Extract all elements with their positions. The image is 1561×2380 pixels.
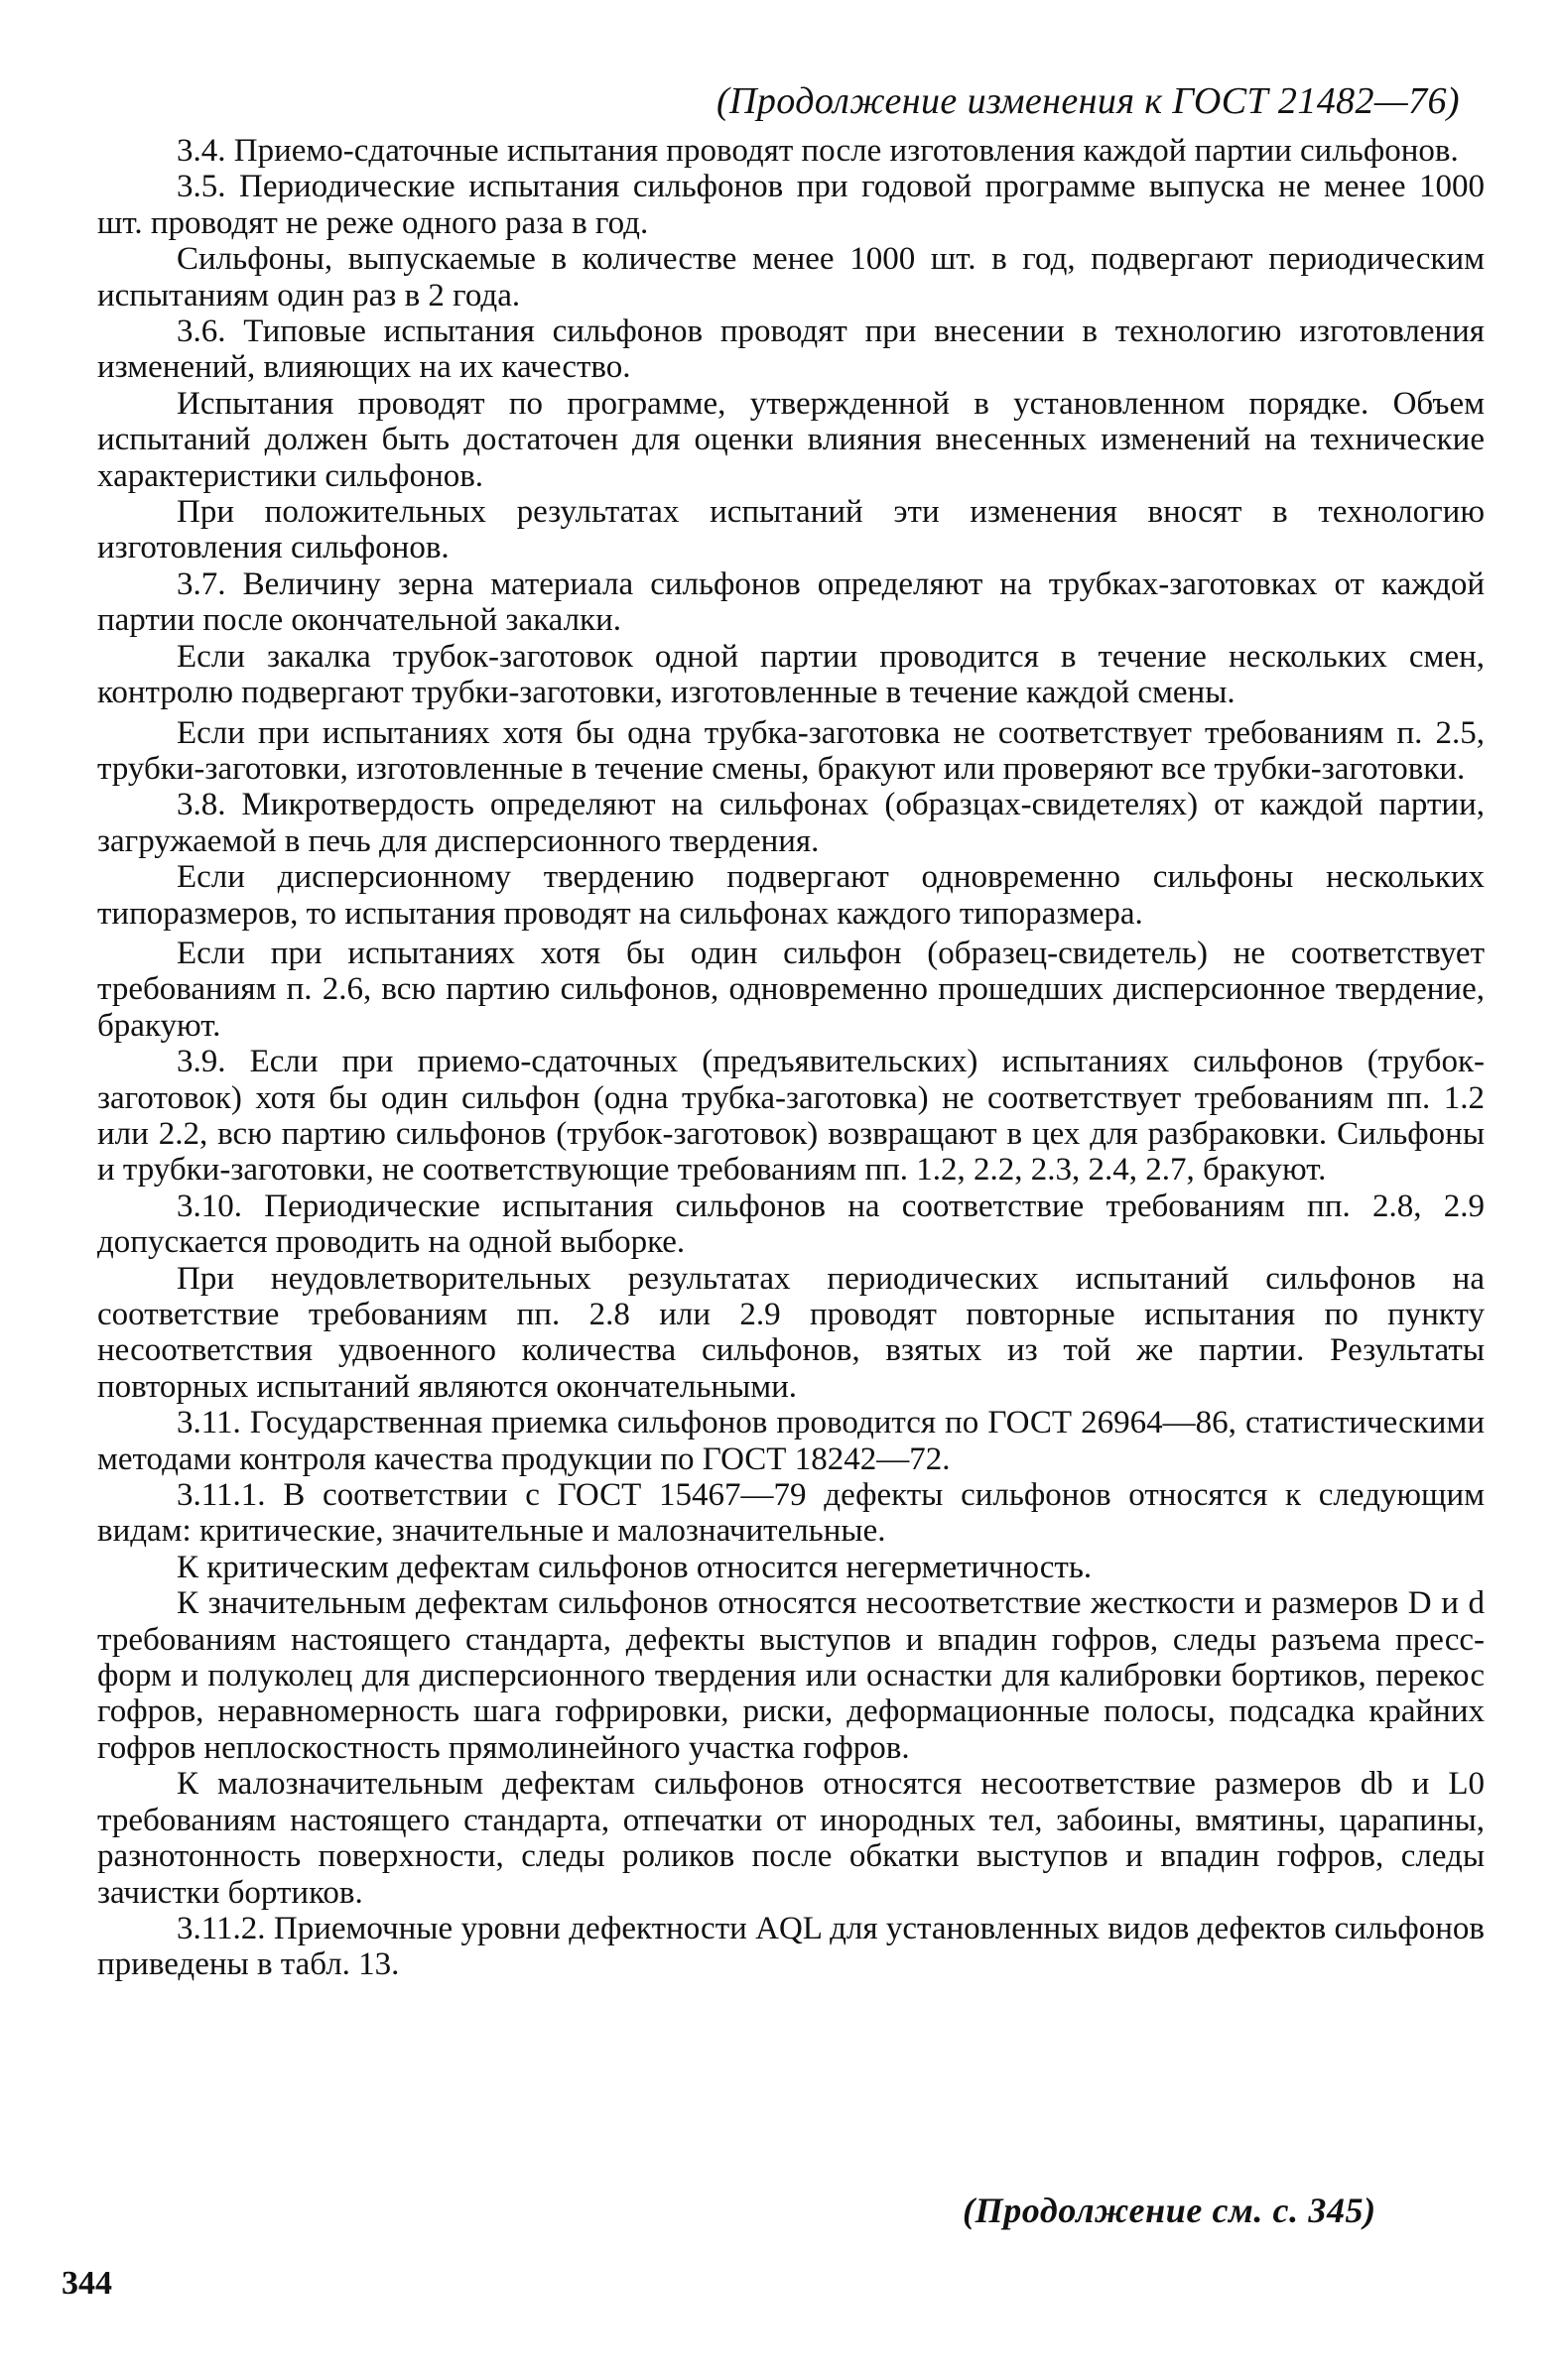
document-body (97, 133, 1485, 1983)
paragraph-significant-defects: К значительным дефектам сильфонов относятся несоответствие жесткости и размеров D и d требованиям настоящего стандарта, дефекты выступов и впадин гофров, следы разъема пресс-форм и полуколец для дисперсионного твердения или оснастки для калибровки бортиков, перекос гофров, неравномерность шага гофрировки, риски, деформационные полосы, подсадка крайних гофров неплоскостность прямолинейного участка гофров. (97, 1585, 1485, 1766)
paragraph-3-6: 3.6. Типовые испытания сильфонов проводят при внесении в технологию изготовления изменений, влияющих на их качество. (97, 313, 1485, 386)
paragraph-minor-defects: К малозначительным дефектам сильфонов относятся несоответствие размеров db и L0 требованиям настоящего стандарта, отпечатки от инородных тел, забоины, вмятины, царапины, разнотонность поверхности, следы роликов после обкатки выступов и впадин гофров, следы зачистки бортиков. (97, 1766, 1485, 1911)
paragraph-3-5-note: Сильфоны, выпускаемые в количестве менее 1000 шт. в год, подвергают периодическим испытаниям один раз в 2 года. (97, 241, 1485, 313)
page-header: (Продолжение изменения к ГОСТ 21482—76) (716, 80, 1460, 122)
paragraph-3-7-reject: Если при испытаниях хотя бы одна трубка-заготовка не соответствует требованиям п. 2.5, трубки-заготовки, изготовленные в течение смены, бракуют или проверяют все трубки-заготовки. (97, 714, 1485, 787)
paragraph-3-4: 3.4. Приемо-сдаточные испытания проводят после изготовления каждой партии сильфонов. (177, 133, 1459, 169)
page-number: 344 (62, 2265, 112, 2302)
paragraph-3-9: 3.9. Если при приемо-сдаточных (предъявительских) испытаниях сильфонов (трубок-заготовок) хотя бы один сильфон (одна трубка-заготовка) не соответствует требованиям пп. 1.2 или 2.2, всю партию сильфонов (трубок-заготовок) возвращают в цех для разбраковки. Сильфоны и трубки-заготовки, не соответствующие требованиям пп. 1.2, 2.2, 2.3, 2.4, 2.7, бракуют. (97, 1044, 1485, 1189)
paragraph-3-7: 3.7. Величину зерна материала сильфонов определяют на трубках-заготовках от каждой партии после окончательной закалки. (97, 565, 1485, 639)
paragraph-3-10-repeat: При неудовлетворительных результатах периодических испытаний сильфонов на соответствие требованиям пп. 2.8 или 2.9 проводят повторные испытания по пункту несоответствия удвоенного количества сильфонов, взятых из той же партии. Результаты повторных испытаний являются окончательными. (97, 1260, 1485, 1405)
paragraph-3-6-results: При положительных результатах испытаний эти изменения вносят в технологию изготовления сильфонов. (97, 494, 1485, 566)
paragraph-3-11-2: 3.11.2. Приемочные уровни дефектности AQL для установленных видов дефектов сильфонов приведены в табл. 13. (97, 1910, 1485, 1983)
paragraph-3-5: 3.5. Периодические испытания сильфонов при годовой программе выпуска не менее 1000 шт. проводят не реже одного раза в год. (97, 169, 1485, 241)
paragraph-3-8-reject: Если при испытаниях хотя бы один сильфон (образец-свидетель) не соответствует требованиям п. 2.6, всю партию сильфонов, одновременно прошедших дисперсионное твердение, бракуют. (97, 935, 1485, 1044)
paragraph-3-11: 3.11. Государственная приемка сильфонов проводится по ГОСТ 26964—86, статистическими методами контроля качества продукции по ГОСТ 18242—72. (97, 1405, 1485, 1477)
paragraph-3-11-1: 3.11.1. В соответствии с ГОСТ 15467—79 дефекты сильфонов относятся к следующим видам: критические, значительные и малозначительные. (97, 1477, 1485, 1550)
continuation-note: (Продолжение см. с. 345) (963, 2191, 1376, 2230)
paragraph-critical-defects: К критическим дефектам сильфонов относится негерметичность. (177, 1549, 1093, 1585)
paragraph-3-7-shifts: Если закалка трубок-заготовок одной партии проводится в течение нескольких смен, контролю подвергают трубки-заготовки, изготовленные в течение каждой смены. (97, 638, 1485, 711)
paragraph-3-8: 3.8. Микротвердость определяют на сильфонах (образцах-свидетелях) от каждой партии, загружаемой в печь для дисперсионного твердения. (97, 787, 1485, 859)
paragraph-3-8-sizes: Если дисперсионному твердению подвергают одновременно сильфоны нескольких типоразмеров, то испытания проводят на сильфонах каждого типоразмера. (97, 859, 1485, 932)
paragraph-3-10: 3.10. Периодические испытания сильфонов на соответствие требованиям пп. 2.8, 2.9 допускается проводить на одной выборке. (97, 1188, 1485, 1261)
paragraph-3-6-program: Испытания проводят по программе, утвержденной в установленном порядке. Объем испытаний должен быть достаточен для оценки влияния внесенных изменений на технические характеристики сильфонов. (97, 385, 1485, 494)
